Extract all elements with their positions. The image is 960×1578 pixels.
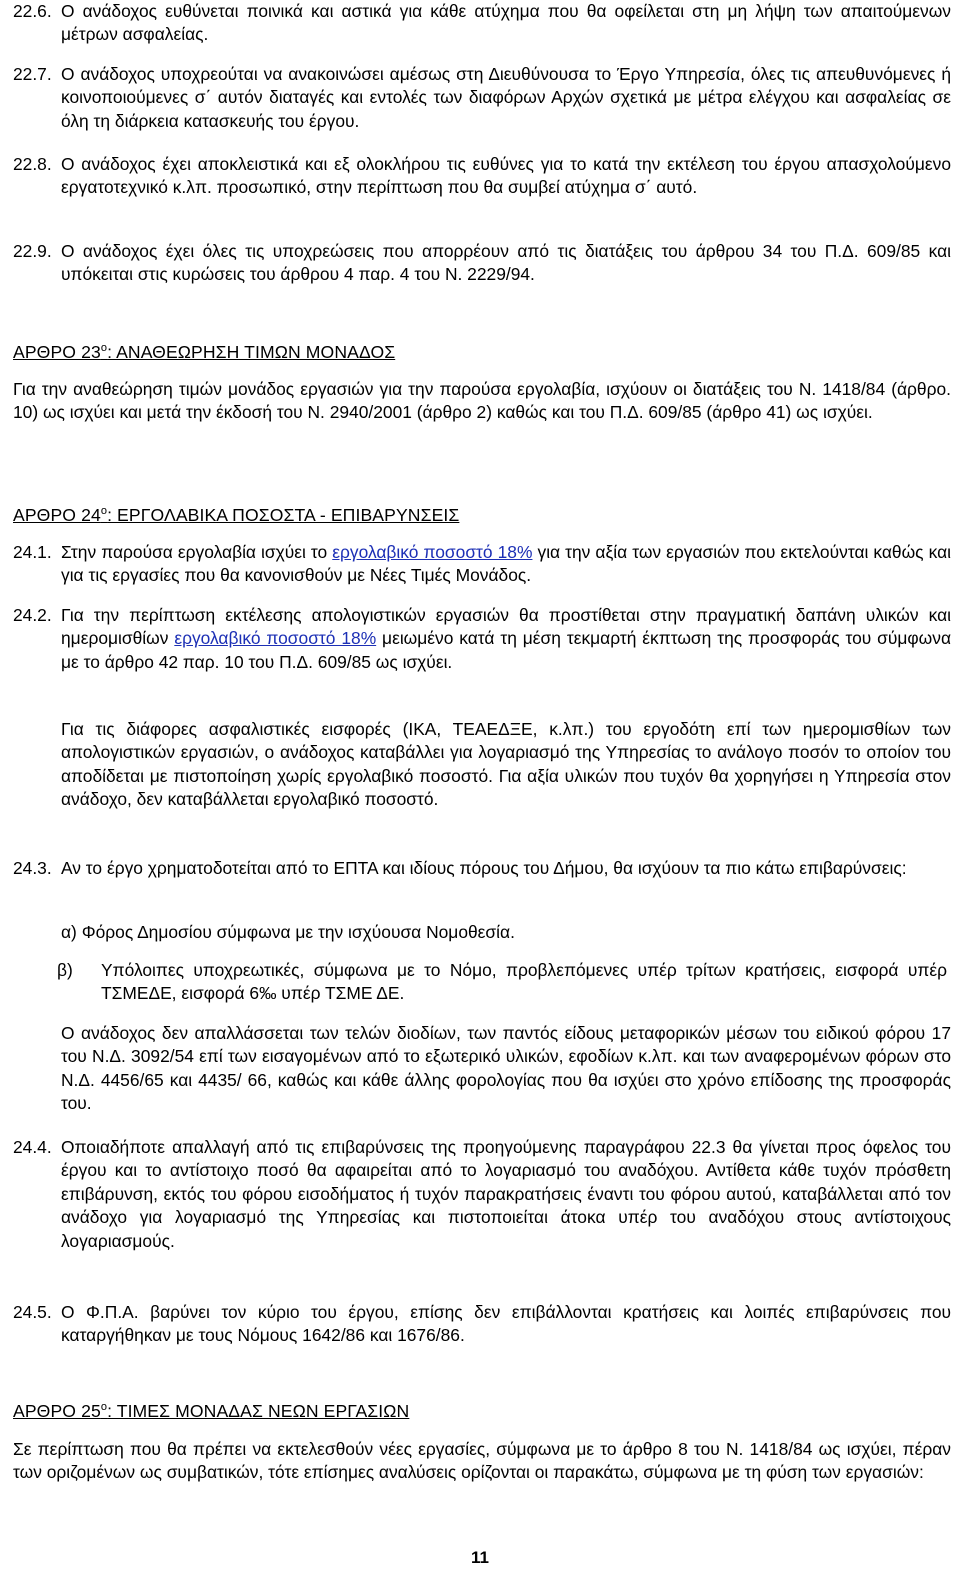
paragraph-22-9 (13, 240, 951, 287)
list-text: Φόρος Δημοσίου σύμφωνα με την ισχύουσα Νομοθεσία. (81, 922, 515, 942)
paragraph-24-3-continuation: Ο ανάδοχος δεν απαλλάσσεται των τελών διοδίων, των παντός είδους μεταφορικών μέσων του ειδικού φόρου 17 του Ν.Δ. 3092/54 επί των εισαγομένων από το εξωτερικό υλικών, εφοδίων κ.λπ. και των αναφερομένων φόρων στο Ν.Δ. 4456/65 και 4435/ 66, καθώς και κάθε άλλης φορολογίας που θα ισχύει στο χρόνο επίδοσης της προσφοράς του. (61, 1023, 951, 1114)
paragraph-text: Ο ανάδοχος υποχρεούται να ανακοινώσει αμέσως στη Διευθύνουσα το Έργο Υπηρεσία, όλες τις απευθυνόμενες ή κοινοποιούμενες σ΄ αυτόν διαταγές και εντολές των διαφόρων Αρχών σχετικά με μέτρα ελέγχου και ασφαλείας σε όλη τη διάρκεια κατασκευής του έργου. (61, 64, 951, 131)
paragraph-number: 22.8. (13, 154, 52, 174)
paragraph-24-2-continuation: Για τις διάφορες ασφαλιστικές εισφορές (ΙΚΑ, ΤΕΑΕΔΞΕ, κ.λπ.) του εργοδότη επί των ημερομισθίων των απολογιστικών εργασιών, ο ανάδοχος καταβάλλει για λογαριασμό της Υπηρεσίας το ανάλογο ποσόν το οποίον του αποδίδεται με πιστοποίηση χωρίς εργολαβικό ποσοστό. Για αξία υλικών που τυχόν θα χορηγήσει η Υπηρεσία στον ανάδοχο, δεν καταβάλλεται εργολαβικό ποσοστό. (61, 719, 951, 810)
paragraph-number: 24.4. (13, 1137, 52, 1157)
heading-superscript: ο (100, 342, 108, 355)
paragraph-number: 22.6. (13, 1, 52, 21)
contract-percentage-link[interactable]: εργολαβικό ποσοστό 18% (174, 628, 377, 649)
heading-superscript: ο (100, 505, 108, 518)
page-number: 11 (471, 1548, 489, 1567)
paragraph-text: Ο Φ.Π.Α. βαρύνει τον κύριο του έργου, επίσης δεν επιβάλλονται κρατήσεις και λοιπές επιβαρύνσεις που καταργήθηκαν με τους Νόμους 1642/86 και 1676/86. (61, 1302, 951, 1346)
paragraph-number: 24.5. (13, 1302, 52, 1322)
paragraph-22-6 (13, 0, 951, 47)
heading-superscript: ο (100, 1401, 108, 1414)
paragraph-24-4 (13, 1136, 951, 1253)
heading-prefix: ΑΡΘΡΟ 25 (13, 1401, 101, 1421)
paragraph-text: Αν το έργο χρηματοδοτείται από το ΕΠΤΑ και ιδίους πόρους του Δήμου, θα ισχύουν τα πιο κάτω επιβαρύνσεις: (61, 858, 907, 878)
article-24-heading (13, 504, 459, 527)
paragraph-number: 24.1. (13, 542, 52, 562)
paragraph-24-3 (13, 857, 951, 880)
article-25-heading (13, 1400, 409, 1423)
paragraph-text-after: για την αξία των εργασιών που εκτελούνται καθώς και για τις εργασίες που θα κανονισθούν με Νέες Τιμές Μονάδος. (61, 542, 952, 586)
heading-title: : ΕΡΓΟΛΑΒΙΚΑ ΠΟΣΟΣΤΑ - ΕΠΙΒΑΡΥΝΣΕΙΣ (107, 505, 460, 525)
paragraph-22-7 (13, 63, 951, 133)
article-23-text: Για την αναθεώρηση τιμών μονάδος εργασιών για την παρούσα εργολαβία, ισχύουν οι διατάξεις του Ν. 1418/84 (άρθρο. 10) ως ισχύει και μετά την έκδοσή του Ν. 2940/2001 (άρθρο 2) καθώς και του Π.Δ. 609/85 (άρθρο 41) ως ισχύει. (13, 379, 951, 423)
paragraph-text-before: Στην παρούσα εργολαβία ισχύει το (61, 542, 333, 562)
paragraph-24-2 (13, 604, 951, 674)
paragraph-text: Ο ανάδοχος έχει αποκλειστικά και εξ ολοκλήρου τις ευθύνες για το κατά την εκτέλεση του έργου απασχολούμενο εργατοτεχνικό κ.λπ. προσωπικό, στην περίπτωση που θα συμβεί ατύχημα σ΄ αυτό. (61, 154, 951, 198)
paragraph-text-after: μειωμένο κατά τη μέση τεκμαρτή έκπτωση της προσφοράς του σύμφωνα με το άρθρο 42 παρ. 10 του Π.Δ. 609/85 ως ισχύει. (61, 628, 951, 672)
list-label: α) (61, 922, 77, 942)
paragraph-text-before: Για την περίπτωση εκτέλεσης απολογιστικών εργασιών θα προστίθεται στην πραγματική δαπάνη υλικών και ημερομισθίων (61, 605, 951, 649)
heading-title: : ΑΝΑΘΕΩΡΗΣΗ ΤΙΜΩΝ ΜΟΝΑΔΟΣ (107, 342, 396, 362)
paragraph-number: 22.7. (13, 64, 52, 84)
paragraph-text: Ο ανάδοχος έχει όλες τις υποχρεώσεις που απορρέουν από τις διατάξεις του άρθρου 34 του Π.Δ. 609/85 και υπόκειται στις κυρώσεις του άρθρου 4 παρ. 4 του Ν. 2229/94. (61, 241, 951, 285)
paragraph-number: 24.2. (13, 605, 52, 625)
heading-title: : ΤΙΜΕΣ ΜΟΝΑΔΑΣ ΝΕΩΝ ΕΡΓΑΣΙΩΝ (107, 1401, 410, 1421)
heading-prefix: ΑΡΘΡΟ 23 (13, 342, 101, 362)
paragraph-24-5 (13, 1301, 951, 1348)
list-label: β) (57, 960, 73, 980)
list-text: Υπόλοιπες υποχρεωτικές, σύμφωνα με το Νόμο, προβλεπόμενες υπέρ τρίτων κρατήσεις, εισφορά υπέρ ΤΣΜΕΔΕ, εισφορά 6‰ υπέρ ΤΣΜΕ ΔΕ. (101, 960, 947, 1004)
article-23-heading (13, 341, 395, 364)
paragraph-22-8 (13, 153, 951, 200)
paragraph-text: Οποιαδήποτε απαλλαγή από τις επιβαρύνσεις της προηγούμενης παραγράφου 22.3 θα γίνεται προς όφελος του έργου και το αντίστοιχο ποσό θα αφαιρείται από το λογαριασμό του αναδόχου. Αντίθετα κάθε τυχόν πρόσθετη επιβάρυνση, εκτός του φόρου εισοδήματος ή τυχόν παρακρατήσεις έναντι του φόρου αυτού, καταβάλλεται από τον ανάδοχο για λογαριασμό της Υπηρεσίας και πιστοποιείται άτοκα υπέρ του αναδόχου στους αντίστοιχους λογαριασμούς. (61, 1137, 951, 1251)
heading-prefix: ΑΡΘΡΟ 24 (13, 505, 101, 525)
list-item-a (13, 921, 951, 944)
contract-percentage-link[interactable]: εργολαβικό ποσοστό 18% (332, 542, 533, 562)
paragraph-24-1 (13, 541, 951, 588)
paragraph-number: 24.3. (13, 858, 52, 878)
paragraph-text: Ο ανάδοχος ευθύνεται ποινικά και αστικά για κάθε ατύχημα που θα οφείλεται στη μη λήψη των απαιτούμενων μέτρων ασφαλείας. (61, 1, 951, 45)
paragraph-number: 22.9. (13, 241, 52, 261)
article-25-text: Σε περίπτωση που θα πρέπει να εκτελεσθούν νέες εργασίες, σύμφωνα με το άρθρο 8 του Ν. 1418/84 ως ισχύει, πέραν των οριζομένων ως συμβατικών, τότε επίσημες αναλύσεις ορίζονται οι παρακάτω, σύμφωνα με τη φύση των εργασιών: (13, 1439, 951, 1483)
list-item-b (9, 959, 947, 1006)
